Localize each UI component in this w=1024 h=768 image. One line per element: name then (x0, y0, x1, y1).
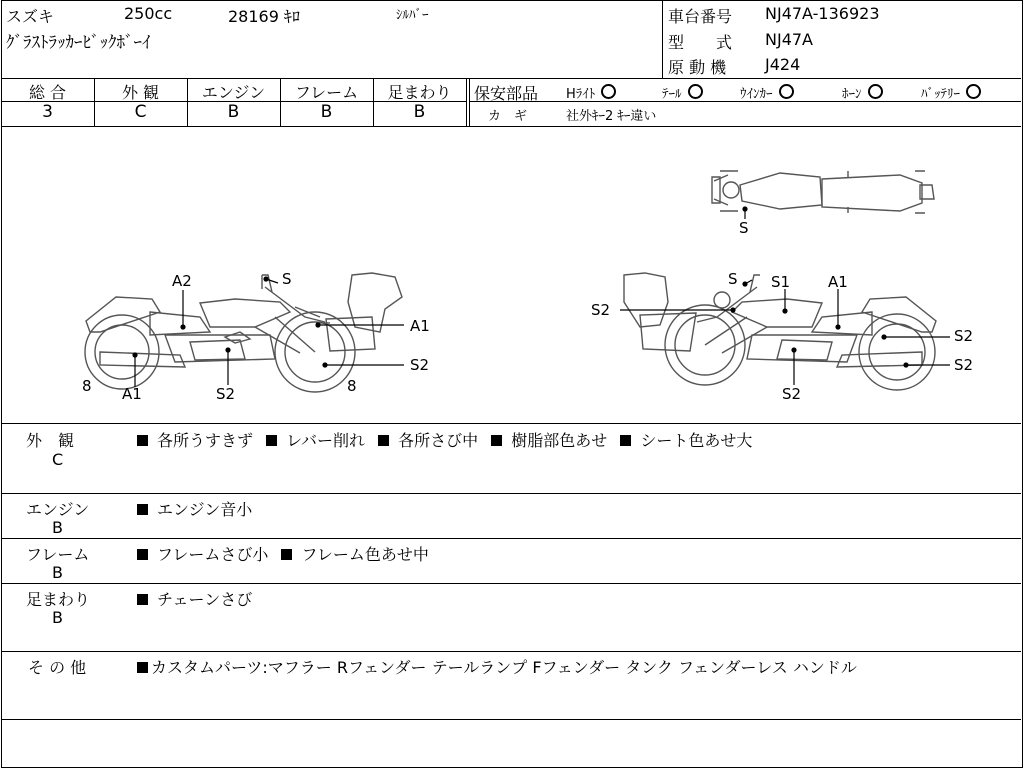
mark-right-s: S (728, 270, 738, 288)
bullet-icon (620, 435, 631, 446)
mark-right-s2-upper: S2 (954, 327, 974, 345)
model-type: NJ47A (765, 30, 813, 49)
key-value: 社外ｷｰ2 ｷｰ違い (566, 109, 657, 124)
model-type-label: 型 式 (668, 33, 733, 52)
section-frame-notes: フレームさび小 フレーム色あせ中 (137, 542, 429, 565)
bullet-icon (491, 435, 502, 446)
section-frame-grade: B (52, 563, 63, 582)
safety-item-battery: ﾊﾞｯﾃﾘｰ (921, 83, 981, 102)
grade-exterior-label: 外 観 (121, 83, 160, 102)
safety-item-tail: ﾃｰﾙ (662, 83, 703, 102)
mark-right-s2-left: S2 (591, 301, 611, 319)
mark-left-a1-right: A1 (410, 317, 430, 335)
bullet-icon (137, 662, 148, 673)
mark-left-8-front: 8 (82, 377, 92, 395)
bullet-icon (137, 549, 148, 560)
engine-label: 原 動 機 (668, 58, 727, 77)
mileage: 28169 ｷﾛ (228, 7, 300, 26)
safety-label: 保安部品 (474, 84, 539, 103)
section-other-notes: カスタムパーツ:マフラー Rフェンダー テールランプ Fフェンダー タンク フェンダーレス ハンドル (137, 655, 857, 678)
mark-top-s: S (739, 219, 749, 237)
header-divider (662, 0, 663, 78)
safety-item-winker: ｳｲﾝｶｰ (740, 83, 794, 102)
section-engine-label: エンジン (26, 500, 90, 519)
frame-number: NJ47A-136923 (765, 4, 880, 23)
grade-suspension-label: 足まわり (387, 83, 452, 102)
section-engine-grade: B (52, 518, 63, 537)
mark-right-s1: S1 (771, 273, 791, 291)
section-exterior-notes: 各所うすきず レバー削れ 各所さび中 樹脂部色あせ シート色あせ大 (137, 428, 752, 451)
left-side-bike (85, 273, 402, 392)
mark-left-s: S (282, 270, 292, 288)
mark-left-s2-right: S2 (410, 356, 430, 374)
divider-engine-top (1, 493, 1021, 494)
mark-left-s2-bottom: S2 (216, 385, 236, 403)
ok-circle-icon (868, 84, 883, 99)
section-exterior-label: 外 観 (26, 431, 75, 450)
bullet-icon (281, 549, 292, 560)
section-exterior-grade: C (52, 450, 64, 469)
model-name: ｸﾞﾗｽﾄﾗｯｶｰﾋﾞｯｸﾎﾞｰｲ (6, 33, 151, 53)
section-frame-label: フレーム (26, 545, 90, 564)
maker: スズキ (6, 7, 55, 26)
displacement: 250cc (124, 4, 173, 23)
grade-label-divider (1, 101, 467, 102)
bike-diagram (0, 127, 1022, 423)
mark-left-a2: A2 (172, 272, 192, 290)
safety-item-horn: ﾎｰﾝ (842, 83, 883, 102)
ok-circle-icon (966, 84, 981, 99)
frame-number-label: 車台番号 (668, 7, 733, 26)
grade-frame-label: フレーム (294, 83, 359, 102)
body-color: ｼﾙﾊﾞｰ (396, 8, 429, 23)
grade-engine-value: B (227, 102, 240, 122)
divider-grades-top (1, 78, 1021, 79)
grade-engine-label: エンジン (201, 83, 266, 102)
mark-right-s2-bottom: S2 (782, 385, 802, 403)
section-engine-notes: エンジン音小 (137, 497, 252, 520)
mark-right-s2-lower: S2 (954, 356, 974, 374)
ok-circle-icon (601, 84, 616, 99)
section-suspension-label: 足まわり (26, 590, 91, 609)
grade-overall-label: 総 合 (28, 83, 67, 102)
divider-bottom (1, 719, 1021, 720)
grade-overall-value: 3 (42, 102, 53, 122)
mark-left-8-rear: 8 (347, 377, 357, 395)
section-other-label: そ の 他 (28, 658, 87, 677)
divider-suspension-top (1, 583, 1021, 584)
bullet-icon (137, 594, 148, 605)
grade-frame-value: B (320, 102, 333, 122)
ok-circle-icon (779, 84, 794, 99)
section-suspension-grade: B (52, 608, 63, 627)
bullet-icon (137, 504, 148, 515)
section-suspension-notes: チェーンさび (137, 587, 252, 610)
key-label: カ ギ (488, 109, 528, 124)
grade-suspension-value: B (413, 102, 426, 122)
safety-item-headlight: Hﾗｲﾄ (566, 83, 616, 102)
grade-col-divider (469, 78, 470, 126)
engine-code: J424 (765, 55, 801, 74)
divider-frame-top (1, 538, 1021, 539)
grade-exterior-value: C (134, 102, 147, 122)
divider-notes-top (1, 423, 1021, 424)
mark-right-a1: A1 (828, 273, 848, 291)
divider-other-top (1, 651, 1021, 652)
mark-left-a1-bottom: A1 (122, 385, 142, 403)
bullet-icon (137, 435, 148, 446)
grade-col-divider (466, 78, 467, 126)
bullet-icon (266, 435, 277, 446)
ok-circle-icon (688, 84, 703, 99)
bullet-icon (378, 435, 389, 446)
